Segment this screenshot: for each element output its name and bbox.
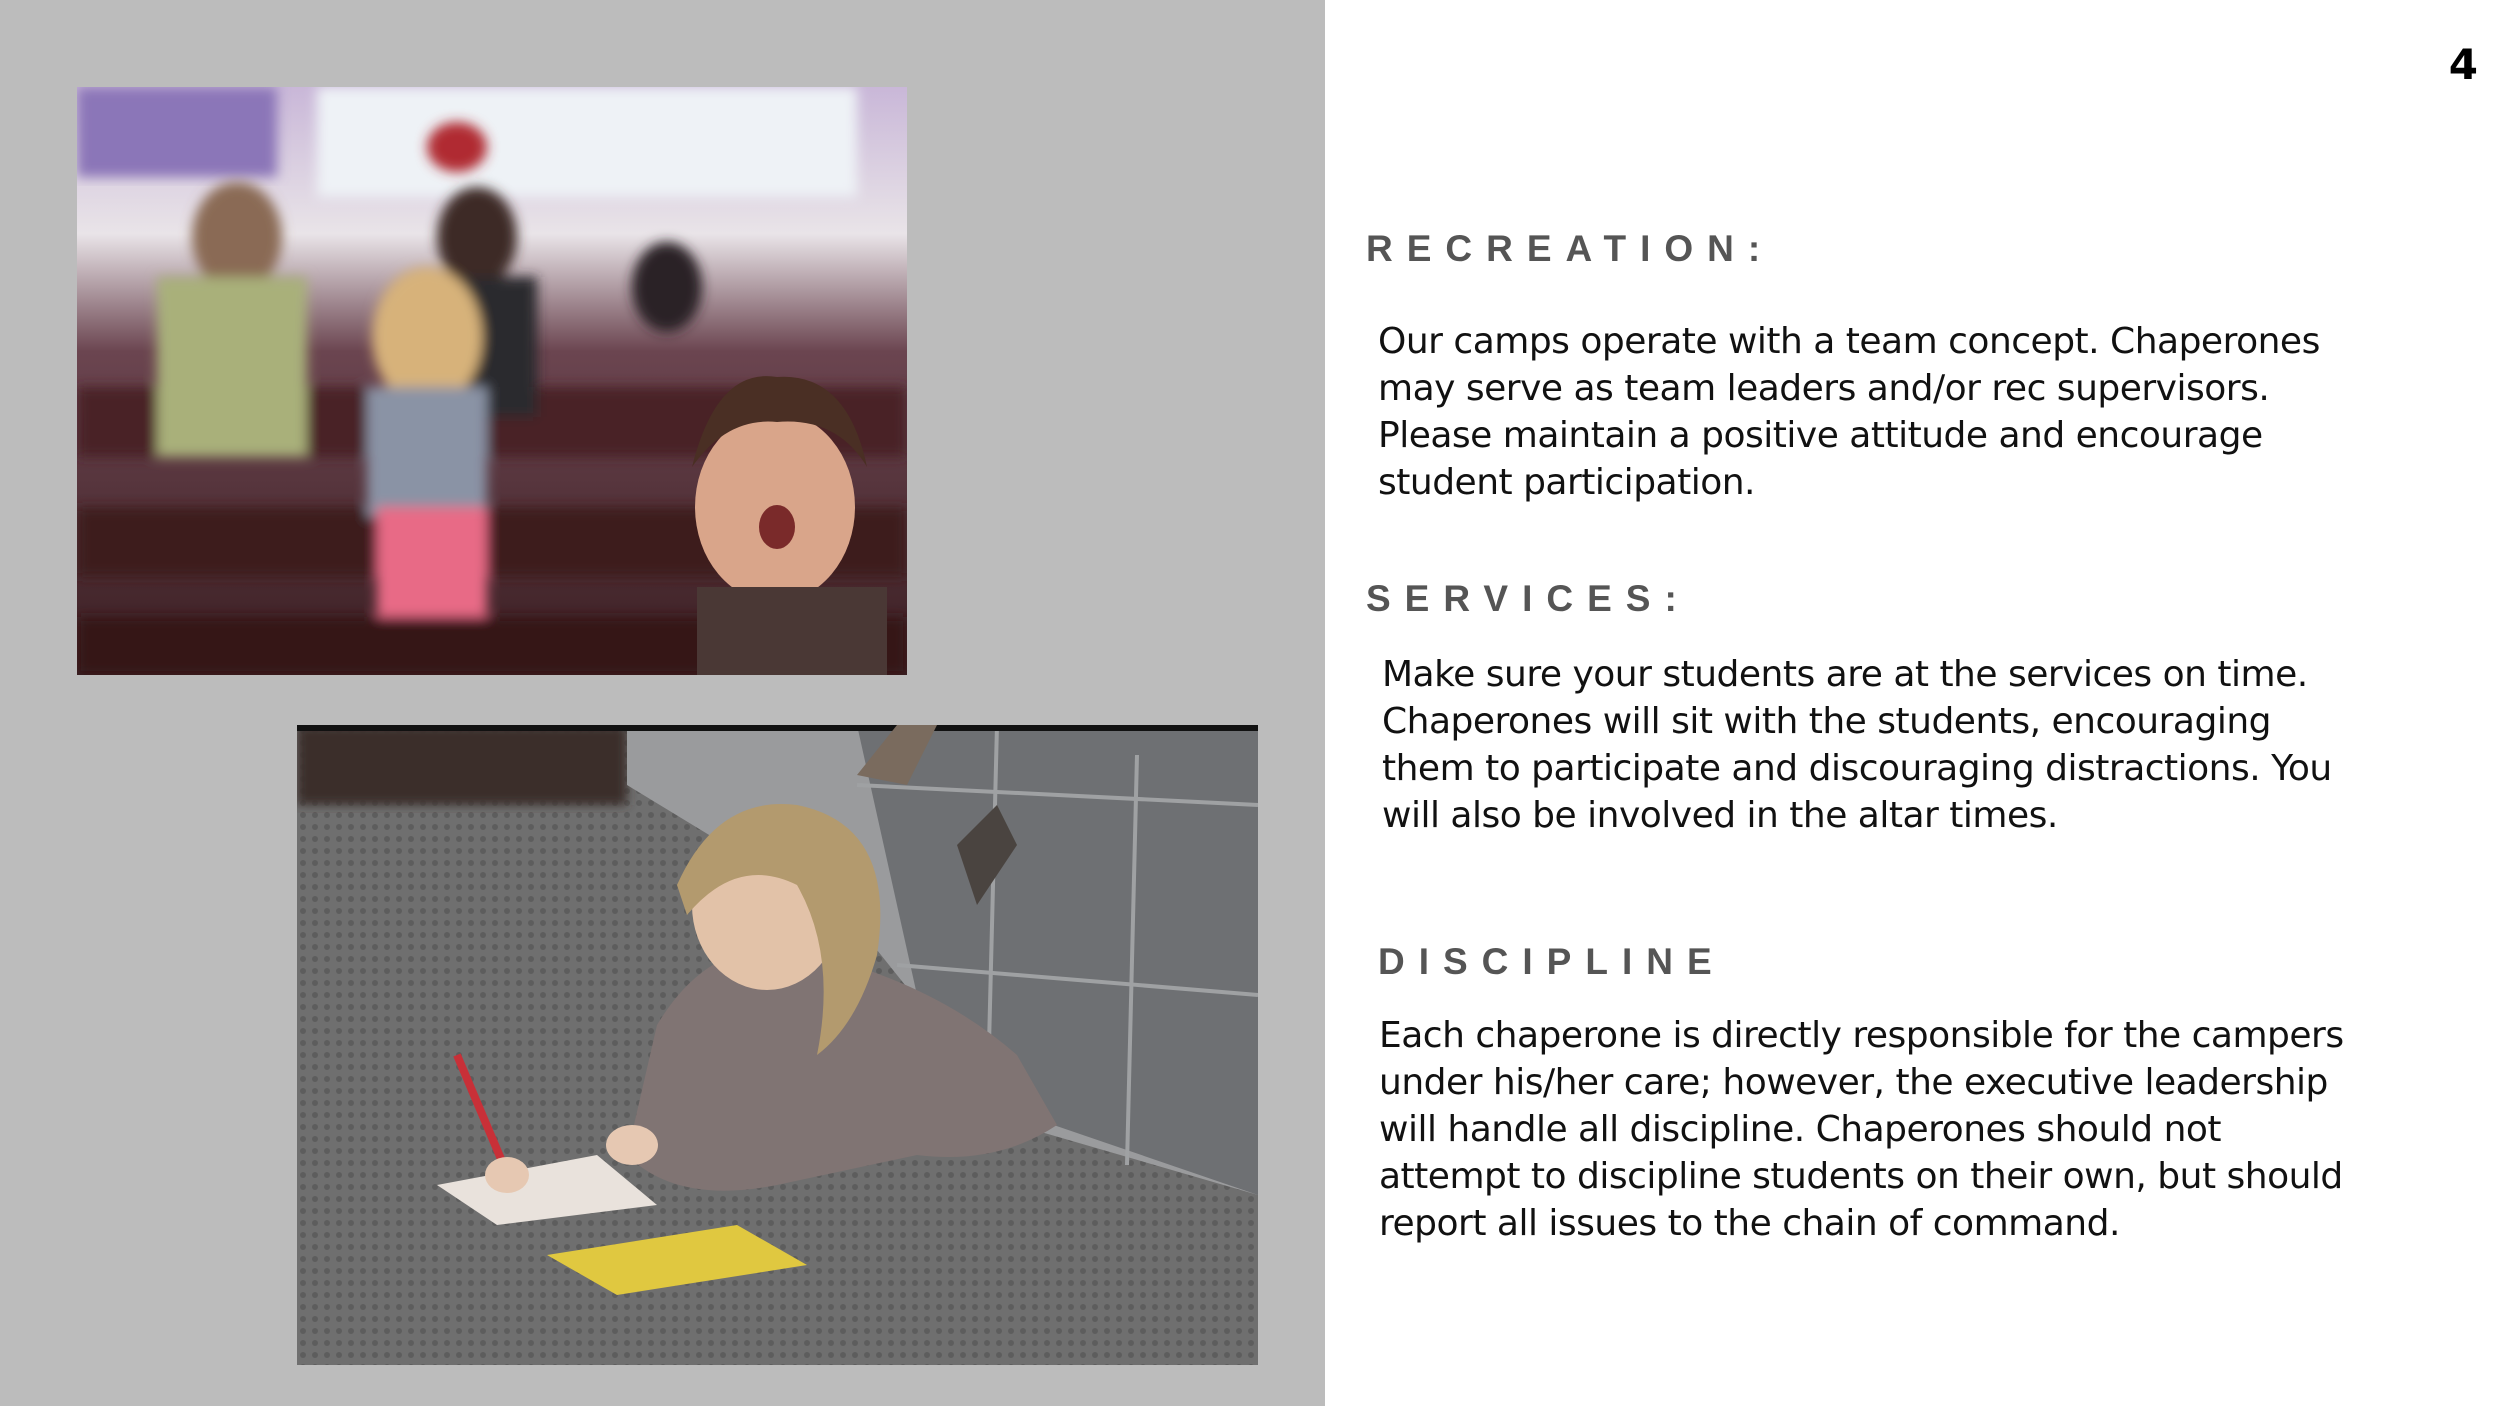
discipline-line: under his/her care; however, the executive leadership: [1379, 1062, 2328, 1103]
recreation-heading: RECREATION:: [1366, 228, 1775, 269]
services-line: them to participate and discouraging distractions. You: [1382, 748, 2332, 789]
services-text: [1382, 651, 2342, 839]
services-line: will also be involved in the altar times.: [1382, 795, 2058, 836]
recreation-line: Our camps operate with a team concept. Chaperones: [1378, 321, 2320, 362]
page-number: 4: [2448, 40, 2478, 89]
services-heading: SERVICES:: [1366, 578, 1691, 619]
recreation-text: [1378, 318, 2338, 506]
recreation-line: may serve as team leaders and/or rec supervisors.: [1378, 368, 2270, 409]
services-line: Make sure your students are at the services on time.: [1382, 654, 2308, 695]
discipline-text: [1379, 1012, 2344, 1247]
services-line: Chaperones will sit with the students, encouraging: [1382, 701, 2272, 742]
discipline-line: Each chaperone is directly responsible for the campers: [1379, 1015, 2344, 1056]
discipline-heading: DISCIPLINE: [1378, 941, 1726, 982]
recreation-line: student participation.: [1378, 462, 1756, 503]
recreation-line: Please maintain a positive attitude and encourage: [1378, 415, 2263, 456]
discipline-line: report all issues to the chain of command.: [1379, 1203, 2120, 1244]
discipline-line: will handle all discipline. Chaperones should not: [1379, 1109, 2222, 1150]
girl-writing-photo: [297, 725, 1258, 1365]
discipline-line: attempt to discipline students on their own, but should: [1379, 1156, 2343, 1197]
kids-celebrating-photo: [77, 87, 907, 675]
